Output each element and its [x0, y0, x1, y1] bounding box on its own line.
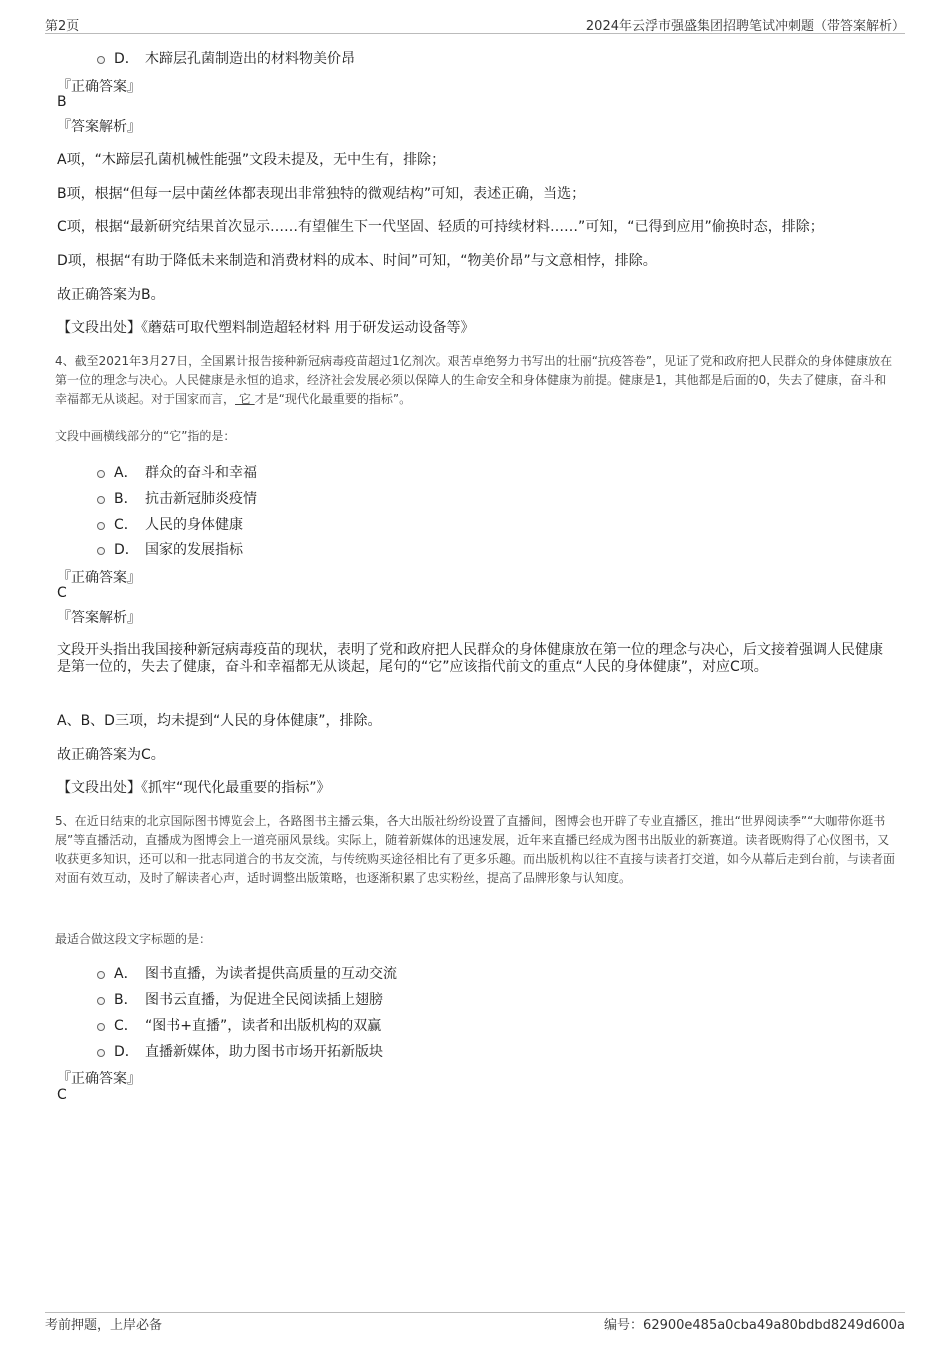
option-text: 直播新媒体，助力图书市场开拓新版块	[145, 1044, 383, 1060]
answer-label: 『正确答案』	[57, 1071, 141, 1087]
option-text: “图书+直播”，读者和出版机构的双赢	[145, 1018, 382, 1034]
analysis-line: 故正确答案为C。	[57, 747, 165, 763]
question-5-ask: 最适合做这段文字标题的是：	[55, 932, 212, 946]
option-b[interactable]	[97, 488, 257, 508]
option-text: 图书直播，为读者提供高质量的互动交流	[145, 966, 397, 982]
question-text-after: 才是“现代化最重要的指标”。	[254, 392, 412, 406]
option-letter: A．	[114, 465, 138, 481]
question-5-text: 5、在近日结束的北京国际图书博览会上，各路图书主播云集，各大出版社纷纷设置了直播间，图博会也开辟了专业直播区，推出“世界阅读季”“大咖带你逛书展”等直播活动，直播成为图博会上一道亮丽风景线。实际上，随着新媒体的迅速发展，近年来直播已经成为图书出版业的新赛道。读者既购得了心仪图书，又收获更多知识，还可以和一批志同道合的书友交流，与传统购买途径相比有了更多乐趣。而出版机构以往不直接与读者打交道，如今从幕后走到台前，与读者面对面有效互动，及时了解读者心声，适时调整出版策略，也逐渐积累了忠实粉丝，提高了品牌形象与认知度。	[55, 814, 896, 885]
option-c[interactable]	[97, 514, 243, 534]
question-4-ask: 文段中画横线部分的“它”指的是：	[55, 429, 236, 443]
analysis-line: C项，根据“最新研究结果首次显示……有望催生下一代坚固、轻质的可持续材料……”可知，“已得到应用”偷换时态，排除；	[57, 219, 824, 235]
option-d[interactable]	[97, 1041, 383, 1061]
answer-value: C	[57, 585, 67, 601]
option-c[interactable]	[97, 1015, 381, 1035]
option-text: 抗击新冠肺炎疫情	[145, 491, 257, 507]
analysis-label: 『答案解析』	[57, 119, 141, 135]
header-divider	[45, 33, 905, 34]
source-citation: 【文段出处】《蘑菇可取代塑料制造超轻材料 用于研发运动设备等》	[57, 320, 475, 336]
answer-value: B	[57, 94, 67, 110]
source-citation: 【文段出处】《抓牢“现代化最重要的指标”》	[57, 780, 331, 796]
analysis-paragraph: 文段开头指出我国接种新冠病毒疫苗的现状，表明了党和政府把人民群众的身体健康放在第一位的理念与决心，后文接着强调人民健康是第一位的，失去了健康，奋斗和幸福都无从谈起，尾句的“它”应该指代前文的重点“人民的身体健康”，对应C项。	[57, 642, 883, 675]
option-letter: B．	[114, 491, 138, 507]
footer-slogan: 考前押题，上岸必备	[45, 1318, 163, 1333]
page-number: 第2页	[45, 19, 80, 34]
option-letter: D．	[114, 542, 139, 558]
answer-label: 『正确答案』	[57, 79, 141, 95]
analysis-line: B项，根据“但每一层中菌丝体都表现出非常独特的微观结构”可知，表述正确，当选；	[57, 186, 586, 202]
answer-value: C	[57, 1087, 67, 1103]
radio-icon[interactable]	[97, 1049, 105, 1057]
radio-icon[interactable]	[97, 56, 105, 64]
option-d[interactable]	[97, 539, 243, 559]
option-text: 人民的身体健康	[145, 517, 243, 533]
radio-icon[interactable]	[97, 547, 105, 555]
question-text-before: 4、截至2021年3月27日，全国累计报告接种新冠病毒疫苗超过1亿剂次。艰苦卓绝努力书写出的壮丽“抗疫答卷”，见证了党和政府把人民群众的身体健康放在第一位的理念与决心。人民健康是永恒的追求，经济社会发展必须以保障人的生命安全和身体健康为前提。健康是1，其他都是后面的0，失去了健康，奋斗和幸福都无从谈起。对于国家而言，	[55, 354, 893, 406]
analysis-line: A、B、D三项，均未提到“人民的身体健康”，排除。	[57, 713, 382, 729]
analysis-label: 『答案解析』	[57, 610, 141, 626]
document-id: 编号：62900e485a0cba49a80bdbd8249d600a	[604, 1318, 905, 1333]
radio-icon[interactable]	[97, 997, 105, 1005]
option-letter: C．	[114, 1018, 138, 1034]
option-d-prev[interactable]	[97, 48, 355, 68]
option-a[interactable]	[97, 462, 257, 482]
analysis-line: D项，根据“有助于降低未来制造和消费材料的成本、时间”可知，“物美价昂”与文意相悖，排除。	[57, 253, 657, 269]
footer-divider	[45, 1312, 905, 1313]
option-text: 群众的奋斗和幸福	[145, 465, 257, 481]
option-letter: C．	[114, 517, 138, 533]
option-letter: A．	[114, 966, 138, 982]
radio-icon[interactable]	[97, 470, 105, 478]
option-letter: B．	[114, 992, 138, 1008]
option-letter: D．	[114, 1044, 139, 1060]
radio-icon[interactable]	[97, 522, 105, 530]
radio-icon[interactable]	[97, 1023, 105, 1031]
analysis-line: 故正确答案为B。	[57, 287, 165, 303]
option-text: 木蹄层孔菌制造出的材料物美价昂	[145, 51, 355, 67]
question-4-text	[55, 352, 895, 409]
underlined-word: 它	[235, 392, 255, 406]
document-title: 2024年云浮市强盛集团招聘笔试冲刺题（带答案解析）	[585, 19, 905, 34]
analysis-line: A项，“木蹄层孔菌机械性能强”文段未提及，无中生有，排除；	[57, 152, 446, 168]
option-text: 图书云直播，为促进全民阅读插上翅膀	[145, 992, 383, 1008]
answer-label: 『正确答案』	[57, 570, 141, 586]
option-text: 国家的发展指标	[145, 542, 243, 558]
option-a[interactable]	[97, 963, 397, 983]
radio-icon[interactable]	[97, 971, 105, 979]
radio-icon[interactable]	[97, 496, 105, 504]
option-letter: D．	[114, 51, 139, 67]
option-b[interactable]	[97, 989, 383, 1009]
